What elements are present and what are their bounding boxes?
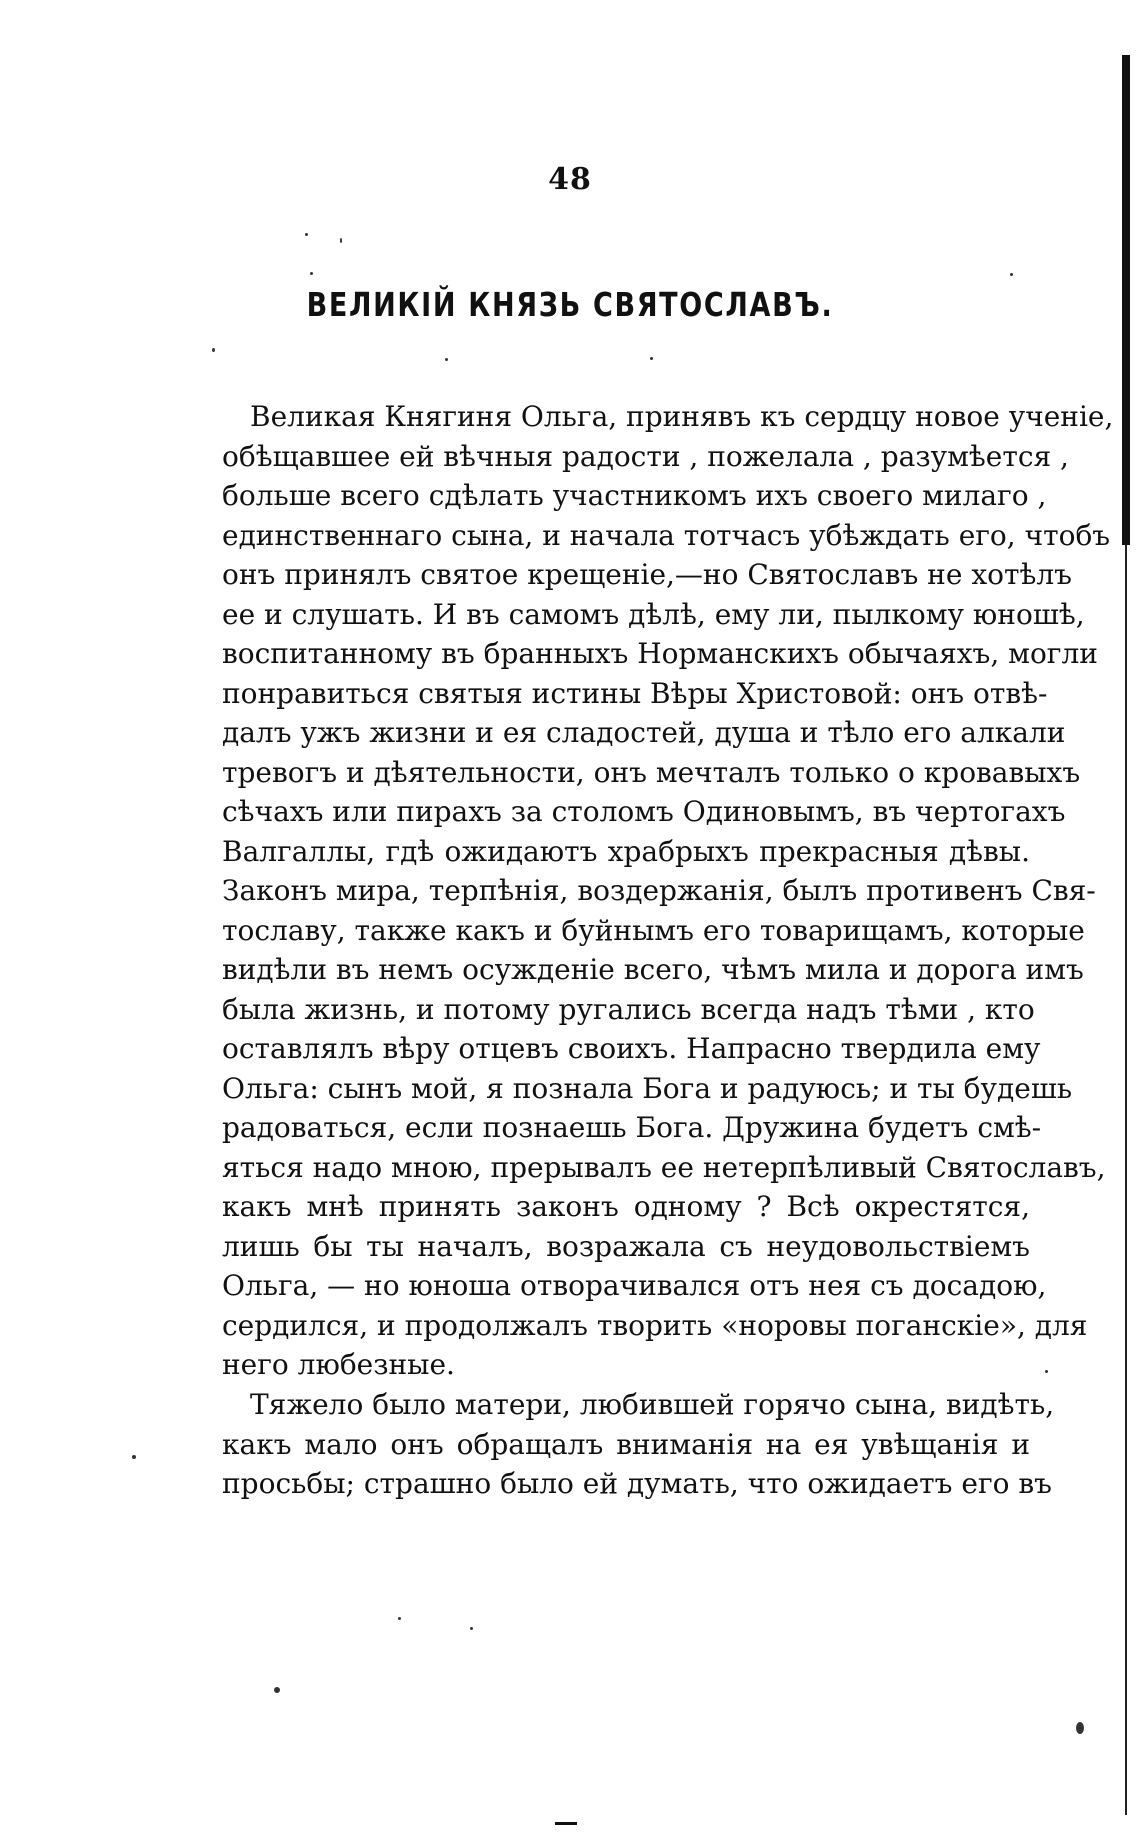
scan-speck	[274, 1687, 280, 1693]
text-line: Валгаллы, гдѣ ожидаютъ храбрыхъ прекрасныя дѣвы.	[222, 834, 1030, 868]
scan-speck	[132, 1455, 136, 1459]
paragraph-1	[222, 397, 1114, 1385]
text-line: сѣчахъ или пирахъ за столомъ Одиновымъ, въ чертогахъ	[222, 795, 1066, 828]
text-line: радоваться, если познаешь Бога. Дружина будетъ смѣ-	[222, 1111, 1042, 1144]
text-line: Тяжело было матери, любившей горячо сына, видѣть,	[250, 1388, 1055, 1421]
text-line: какъ мнѣ принять законъ одному ? Всѣ окрестятся,	[222, 1190, 1030, 1223]
text-line: тославу, также какъ и буйнымъ его товарищамъ, которые	[222, 913, 1085, 947]
text-line: обѣщавшее ей вѣчныя радости , пожелала , разумѣется ,	[222, 439, 1069, 473]
scan-speck	[470, 1627, 473, 1630]
text-line: видѣли въ немъ осужденіе всего, чѣмъ мила и дорога имъ	[222, 953, 1084, 986]
text-line: Великая Княгиня Ольга, принявъ къ сердцу новое ученіе,	[250, 400, 1114, 433]
text-line: яться надо мною, прерывалъ ее нетерпѣливый Святославъ,	[222, 1150, 1106, 1184]
text-line: сердился, и продолжалъ творить «норовы поганскіе», для	[222, 1308, 1088, 1342]
scan-speck	[398, 1617, 401, 1620]
binding-edge	[1122, 55, 1130, 545]
footer-dash	[555, 1822, 577, 1825]
scan-speck	[212, 348, 215, 352]
scan-speck	[1076, 1722, 1084, 1734]
text-line: тревогъ и дѣятельности, онъ мечталъ только о кровавыхъ	[222, 755, 1081, 789]
text-line: Законъ мира, терпѣнія, воздержанія, былъ противенъ Свя-	[222, 874, 1096, 907]
text-line: понравиться святыя истины Вѣры Христовой: онъ отвѣ-	[222, 676, 1048, 710]
text-line: больше всего сдѣлать участникомъ ихъ своего милаго ,	[222, 479, 1047, 512]
text-line: ее и слушать. И въ самомъ дѣлѣ, ему ли, пылкому юношѣ,	[222, 597, 1085, 631]
scan-speck	[650, 357, 653, 360]
text-line: просьбы; страшно было ей думать, что ожидаетъ его въ	[222, 1467, 1052, 1500]
scan-speck	[1045, 1370, 1048, 1373]
text-line: была жизнь, и потому ругались всегда надъ тѣми , кто	[222, 992, 1035, 1026]
binding-edge-line	[1125, 545, 1127, 1815]
text-line: лишь бы ты началъ, возражала съ неудовольствіемъ	[222, 1229, 1030, 1263]
text-line: оставлялъ вѣру отцевъ своихъ. Напрасно твердила ему	[222, 1032, 1041, 1065]
scan-speck	[310, 272, 313, 275]
scan-speck	[445, 358, 448, 361]
text-line: онъ принялъ святое крещеніе,—но Святославъ не хотѣлъ	[222, 558, 1072, 591]
text-line: Ольга: сынъ мой, я познала Бога и радуюсь; и ты будешь	[222, 1071, 1073, 1105]
scan-speck	[340, 238, 342, 243]
paragraph-2	[222, 1385, 1055, 1504]
scan-speck	[1010, 273, 1013, 276]
text-line: него любезные.	[222, 1348, 455, 1381]
text-line: далъ ужъ жизни и ея сладостей, душа и тѣло его алкали	[222, 716, 1066, 749]
scan-speck	[305, 233, 308, 236]
text-line: Ольга, — но юноша отворачивался отъ нея съ досадою,	[222, 1269, 1047, 1302]
text-line: воспитанному въ бранныхъ Норманскихъ обычаяхъ, могли	[222, 637, 1098, 670]
chapter-title: ВЕЛИКІЙ КНЯЗЬ СВЯТОСЛАВЪ.	[306, 285, 834, 324]
text-line: какъ мало онъ обращалъ вниманія на ея увѣщанія и	[222, 1427, 1030, 1461]
text-line: единственнаго сына, и начала тотчасъ убѣждать его, чтобъ	[222, 518, 1111, 552]
page-number: 48	[548, 162, 592, 197]
